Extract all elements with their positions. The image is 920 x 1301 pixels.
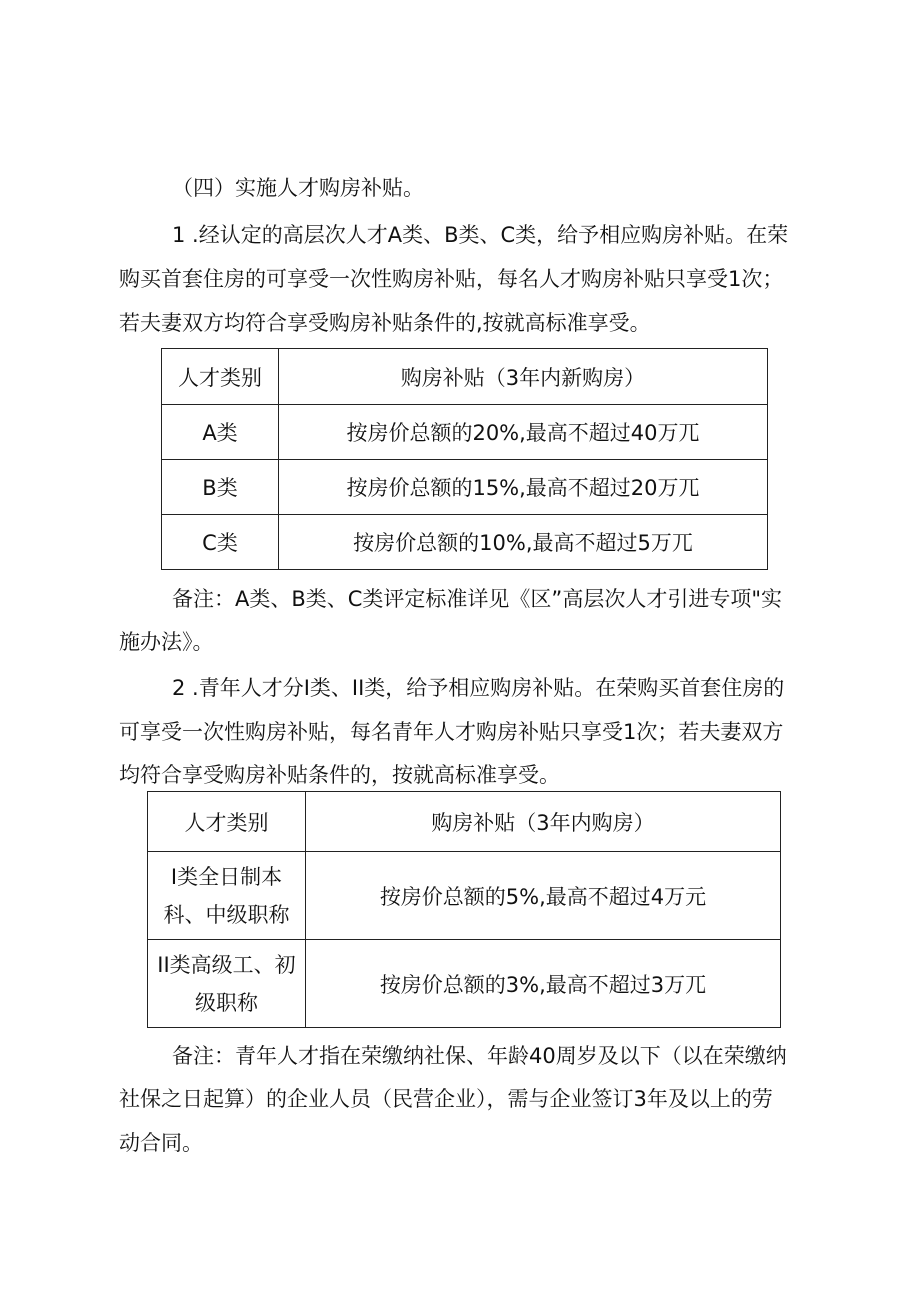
category-cell: A类	[162, 405, 279, 460]
talent-a-b-c-subsidy-table	[161, 348, 768, 570]
category-cell: B类	[162, 460, 279, 515]
note2-line-2: 社保之日起算）的企业人员（民营企业），需与企业签订3年及以上的劳	[119, 1087, 773, 1111]
para1-line-2: 购买首套住房的可享受一次性购房补贴，每名人才购房补贴只享受1次；	[119, 267, 784, 291]
subsidy-cell: 按房价总额的20%,最高不超过40万兀	[279, 405, 768, 460]
note1-line-2: 施办法》。	[119, 630, 214, 654]
subsidy-cell: 按房价总额的10%,最高不超过5万兀	[279, 515, 768, 570]
para2-line-2: 可享受一次性购房补贴，每名青年人才购房补贴只享受1次；若夫妻双方	[119, 720, 784, 744]
header-category: 人才类别	[162, 349, 279, 405]
category-cell: C类	[162, 515, 279, 570]
table-row	[162, 460, 768, 515]
category-line: I类全日制本	[170, 864, 283, 889]
subsidy-cell: 按房价总额的3%,最高不超过3万兀	[306, 940, 781, 1028]
category-line: II类高级工、初	[157, 952, 296, 977]
table-header-row	[148, 792, 781, 852]
table-row	[162, 405, 768, 460]
table-row	[162, 515, 768, 570]
category-line: 科、中级职称	[163, 902, 290, 927]
note1-line-1: 备注：A类、B类、C类评定标准详见《区”高层次人才引进专项"实	[172, 587, 782, 611]
note2-line-3: 动合同。	[119, 1131, 203, 1155]
table-row	[148, 940, 781, 1028]
para1-line-1: 1 .经认定的高层次人才A类、B类、C类，给予相应购房补贴。在荣	[172, 223, 789, 247]
header-subsidy: 购房补贴（3年内购房）	[306, 792, 781, 852]
table-header-row	[162, 349, 768, 405]
category-cell	[148, 852, 306, 940]
header-subsidy: 购房补贴（3年内新购房）	[279, 349, 768, 405]
para1-line-3: 若夫妻双方均符合享受购房补贴条件的,按就高标准享受。	[119, 311, 651, 335]
note2-line-1: 备注：青年人才指在荣缴纳社保、年龄40周岁及以下（以在荣缴纳	[172, 1044, 787, 1068]
header-category: 人才类别	[148, 792, 306, 852]
section-heading: （四）实施人才购房补贴。	[172, 176, 424, 200]
para2-line-3: 均符合享受购房补贴条件的，按就高标准享受。	[119, 763, 560, 787]
subsidy-cell: 按房价总额的5%,最高不超过4万元	[306, 852, 781, 940]
category-line: 级职称	[195, 990, 258, 1015]
category-cell	[148, 940, 306, 1028]
para2-line-1: 2 .青年人才分I类、II类，给予相应购房补贴。在荣购买首套住房的	[172, 676, 785, 700]
youth-talent-subsidy-table	[147, 791, 781, 1028]
subsidy-cell: 按房价总额的15%,最高不超过20万兀	[279, 460, 768, 515]
table-row	[148, 852, 781, 940]
